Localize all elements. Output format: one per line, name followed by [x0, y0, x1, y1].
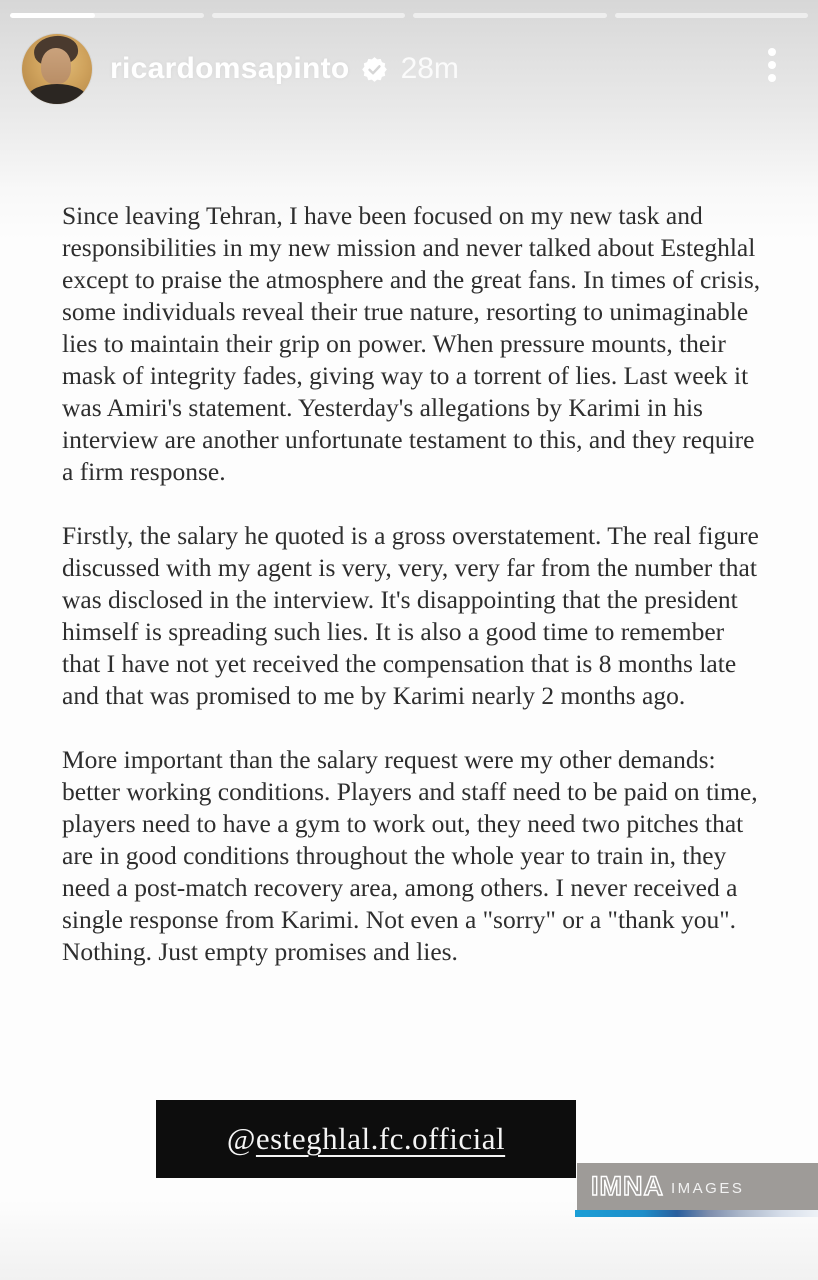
progress-segment-2 [212, 13, 406, 18]
story-timestamp: 28m [400, 52, 459, 85]
imna-logo-suffix: IMAGES [671, 1180, 745, 1197]
statement-paragraph-3: More important than the salary request were my other demands: better working conditions. Players and staff need to be paid on time, players need to have a gym to work out, they need two pitches that are in good conditions throughout the whole year to train in, they need a post-match recovery area, among others. I never received a single response from Karimi. Not even a "sorry" or a "thank you". Nothing. Just empty promises and lies. [62, 745, 758, 966]
progress-segment-3 [413, 13, 607, 18]
menu-dot [768, 74, 776, 82]
menu-dot [768, 48, 776, 56]
progress-segment-4 [615, 13, 809, 18]
story-header [22, 34, 459, 104]
statement-paragraph-1: Since leaving Tehran, I have been focused on my new task and responsibilities in my new mission and never talked about Esteghlal except to praise the atmosphere and the great fans. In times of crisis, some individuals reveal their true nature, resorting to unimaginable lies to maintain their grip on power. When pressure mounts, their mask of integrity fades, giving way to a torrent of lies. Last week it was Amiri's statement. Yesterday's allegations by Karimi in his interview are another unfortunate testament to this, and they require a firm response. [62, 201, 761, 486]
username[interactable]: ricardomsapinto [110, 52, 350, 85]
story-progress-bar [10, 13, 808, 18]
imna-logo: IMNA [591, 1171, 664, 1201]
mention-tag[interactable] [156, 1100, 576, 1178]
mention-at-symbol: @ [226, 1121, 256, 1156]
mention-handle: esteghlal.fc.official [255, 1121, 506, 1156]
watermark-box [577, 1163, 818, 1210]
statement-paragraph-2: Firstly, the salary he quoted is a gross overstatement. The real figure discussed with my agent is very, very, very far from the number that was disclosed in the interview. It's disappointing that the president himself is spreading such lies. It is also a good time to remember that I have not yet received the compensation that is 8 months late and that was promised to me by Karimi nearly 2 months ago. [62, 521, 759, 710]
menu-dot [768, 61, 776, 69]
avatar-face [41, 48, 71, 84]
progress-fill [10, 13, 95, 18]
more-options-button[interactable] [767, 48, 776, 82]
verified-badge-icon [361, 56, 388, 83]
progress-segment-1 [10, 13, 204, 18]
avatar[interactable] [22, 34, 92, 104]
avatar-suit [28, 84, 86, 104]
statement-text [62, 200, 762, 1000]
mention-label [227, 1121, 505, 1157]
watermark-gradient-bar [575, 1210, 818, 1217]
